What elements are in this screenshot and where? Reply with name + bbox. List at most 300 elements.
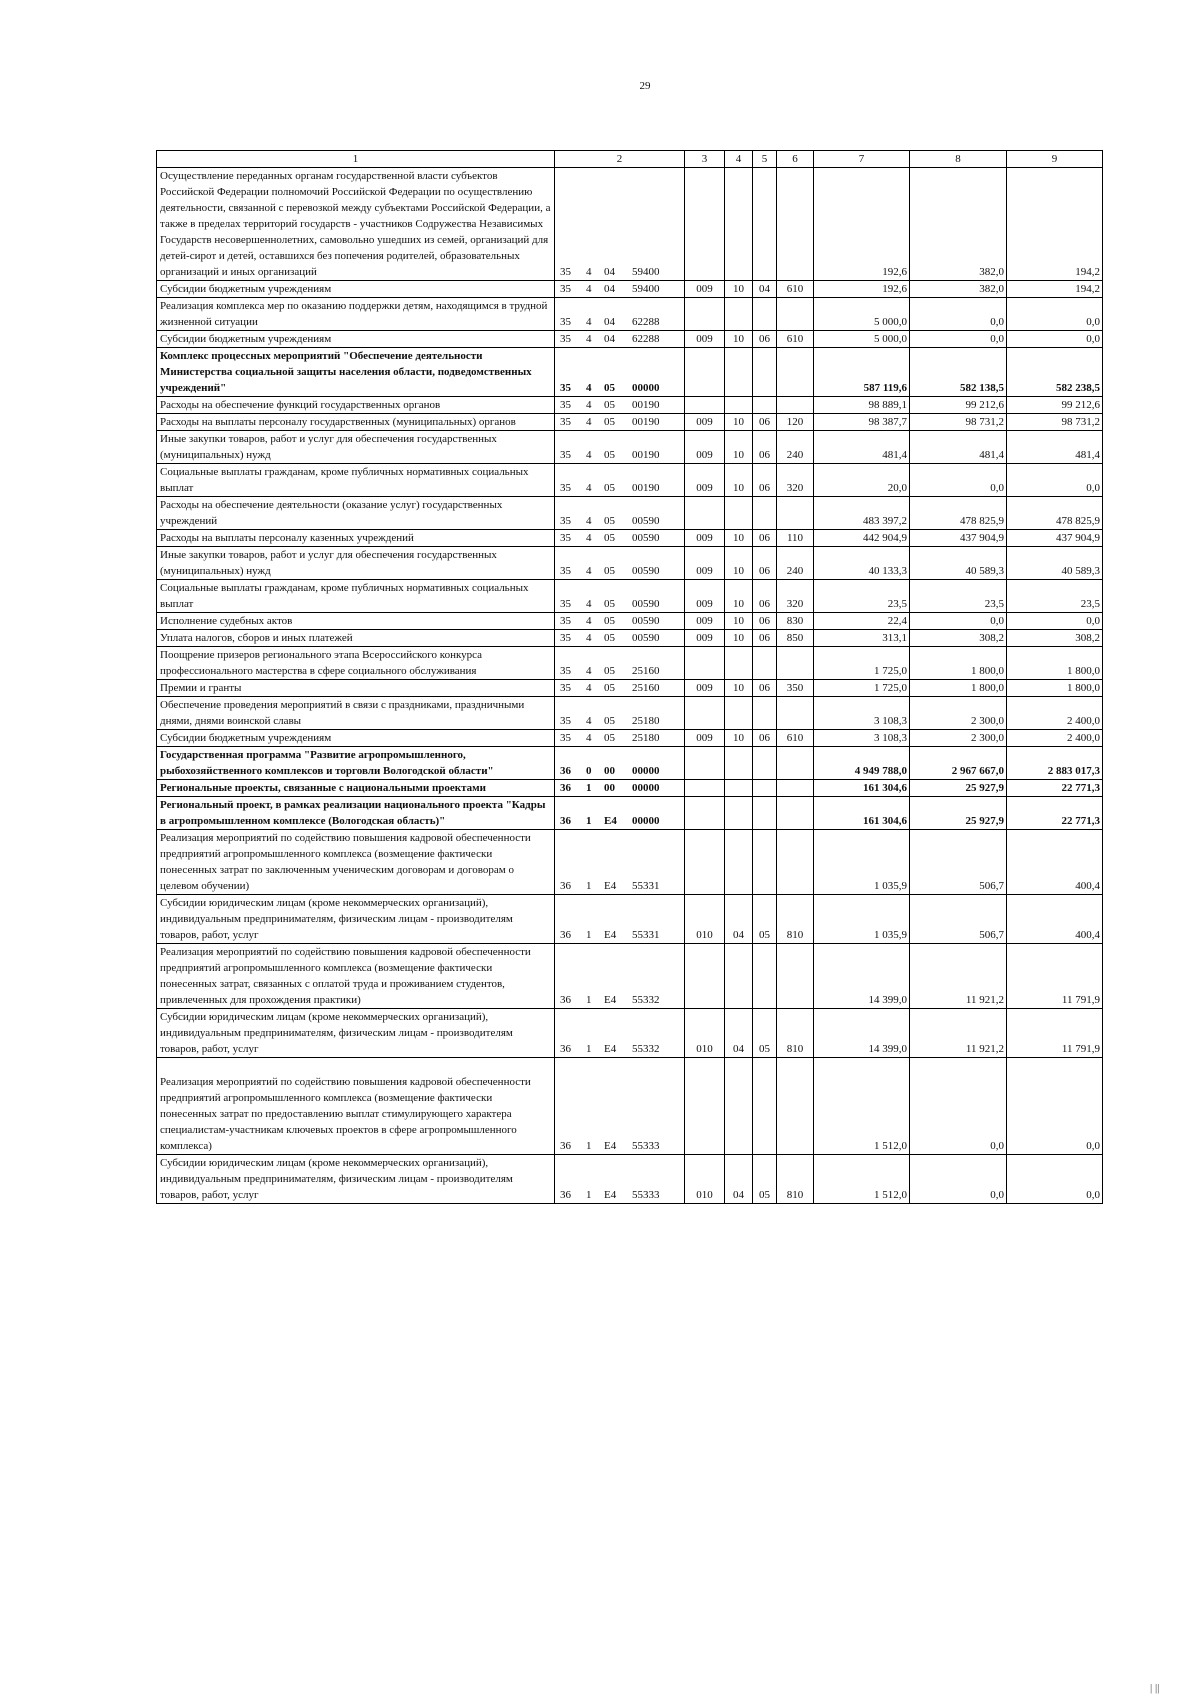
expense-type-cell xyxy=(777,780,814,797)
subsection-cell xyxy=(753,647,777,680)
code-subprogram: 0 xyxy=(586,765,592,777)
row-name: Поощрение призеров регионального этапа Всероссийского конкурса профессионального мастерства в сфере социального обслуживания xyxy=(160,649,483,677)
amount-value: 1 035,9 xyxy=(874,880,907,892)
subsection-cell xyxy=(753,730,777,747)
code-event: 05 xyxy=(604,532,615,544)
expense-type-cell xyxy=(777,697,814,730)
column-header-4: 4 xyxy=(725,151,753,168)
table-row xyxy=(157,944,1103,1009)
amount-value: 0,0 xyxy=(1086,1189,1100,1201)
expense-type-code: 610 xyxy=(786,283,804,295)
subsection-cell xyxy=(753,397,777,414)
amount-col9 xyxy=(1007,168,1103,281)
amount-col7 xyxy=(814,747,910,780)
budget-table xyxy=(156,150,1103,1204)
section-cell xyxy=(725,414,753,431)
table-row xyxy=(157,464,1103,497)
amount-col9 xyxy=(1007,747,1103,780)
grbs-code: 009 xyxy=(696,333,713,345)
table-header-row xyxy=(157,151,1103,168)
amount-value: 11 921,2 xyxy=(965,1043,1004,1055)
code-subprogram: 4 xyxy=(586,266,592,278)
grbs-code: 009 xyxy=(696,416,713,428)
code-event: 05 xyxy=(604,449,615,461)
subsection-cell xyxy=(753,680,777,697)
subsection-code: 05 xyxy=(759,929,770,941)
code-event: 04 xyxy=(604,316,615,328)
amount-value: 25 927,9 xyxy=(965,782,1004,794)
target-article-code xyxy=(555,497,685,530)
amount-col9 xyxy=(1007,895,1103,944)
amount-value: 194,2 xyxy=(1075,283,1100,295)
code-direction: 55331 xyxy=(632,929,660,941)
amount-col8 xyxy=(910,944,1007,1009)
target-article-code xyxy=(555,830,685,895)
amount-value: 0,0 xyxy=(1086,333,1100,345)
row-name-cell xyxy=(157,1058,555,1155)
amount-value: 1 035,9 xyxy=(874,929,907,941)
amount-value: 194,2 xyxy=(1075,266,1100,278)
amount-value: 20,0 xyxy=(887,482,907,494)
section-cell xyxy=(725,547,753,580)
amount-col7 xyxy=(814,797,910,830)
code-subprogram: 4 xyxy=(586,732,592,744)
amount-value: 161 304,6 xyxy=(863,782,907,794)
code-program: 35 xyxy=(560,416,571,428)
amount-value: 4 949 788,0 xyxy=(854,765,907,777)
amount-value: 3 108,3 xyxy=(874,732,907,744)
amount-col7 xyxy=(814,431,910,464)
table-row xyxy=(157,497,1103,530)
subsection-cell xyxy=(753,747,777,780)
amount-col7 xyxy=(814,944,910,1009)
code-program: 35 xyxy=(560,482,571,494)
code-program: 35 xyxy=(560,565,571,577)
code-event: 05 xyxy=(604,565,615,577)
code-direction: 25160 xyxy=(632,682,660,694)
row-name-cell xyxy=(157,895,555,944)
expense-type-code: 120 xyxy=(786,416,804,428)
amount-col8 xyxy=(910,797,1007,830)
subsection-cell xyxy=(753,895,777,944)
grbs-code: 010 xyxy=(696,929,713,941)
code-subprogram: 4 xyxy=(586,515,592,527)
amount-col9 xyxy=(1007,944,1103,1009)
row-name-cell xyxy=(157,331,555,348)
target-article-code xyxy=(555,1155,685,1204)
expense-type-code: 610 xyxy=(786,732,804,744)
expense-type-cell xyxy=(777,464,814,497)
expense-type-code: 320 xyxy=(786,482,804,494)
amount-value: 98 731,2 xyxy=(1061,416,1100,428)
target-article-code xyxy=(555,780,685,797)
grbs-code: 010 xyxy=(696,1189,713,1201)
grbs-code: 009 xyxy=(696,532,713,544)
amount-value: 2 967 667,0 xyxy=(951,765,1004,777)
table-row xyxy=(157,797,1103,830)
expense-type-cell xyxy=(777,497,814,530)
section-cell xyxy=(725,747,753,780)
amount-col7 xyxy=(814,281,910,298)
code-subprogram: 1 xyxy=(586,929,592,941)
amount-col9 xyxy=(1007,497,1103,530)
code-program: 35 xyxy=(560,515,571,527)
code-event: 05 xyxy=(604,615,615,627)
code-event: 05 xyxy=(604,682,615,694)
code-program: 35 xyxy=(560,598,571,610)
section-code: 10 xyxy=(733,532,744,544)
amount-value: 23,5 xyxy=(984,598,1004,610)
code-direction: 00190 xyxy=(632,449,660,461)
amount-value: 40 133,3 xyxy=(868,565,907,577)
amount-value: 308,2 xyxy=(1075,632,1100,644)
amount-value: 382,0 xyxy=(979,266,1004,278)
amount-value: 1 725,0 xyxy=(874,665,907,677)
expense-type-code: 850 xyxy=(786,632,804,644)
grbs-cell xyxy=(685,680,725,697)
amount-col9 xyxy=(1007,1155,1103,1204)
amount-value: 442 904,9 xyxy=(863,532,907,544)
code-event: 05 xyxy=(604,416,615,428)
grbs-cell xyxy=(685,497,725,530)
row-name: Субсидии юридическим лицам (кроме некоммерческих организаций), индивидуальным предпринимателям, физическим лицам - производителям товаров, работ, услуг xyxy=(160,1011,513,1055)
code-subprogram: 4 xyxy=(586,283,592,295)
code-direction: 00190 xyxy=(632,416,660,428)
code-direction: 55333 xyxy=(632,1189,660,1201)
code-direction: 55333 xyxy=(632,1140,660,1152)
row-name-cell xyxy=(157,1155,555,1204)
amount-col7 xyxy=(814,580,910,613)
table-row xyxy=(157,1009,1103,1058)
code-program: 35 xyxy=(560,615,571,627)
row-name-cell xyxy=(157,680,555,697)
amount-value: 400,4 xyxy=(1075,929,1100,941)
grbs-cell xyxy=(685,547,725,580)
amount-value: 14 399,0 xyxy=(868,1043,907,1055)
subsection-code: 06 xyxy=(759,482,770,494)
row-name-cell xyxy=(157,747,555,780)
expense-type-cell xyxy=(777,895,814,944)
row-name-cell xyxy=(157,613,555,630)
amount-value: 0,0 xyxy=(990,615,1004,627)
section-code: 10 xyxy=(733,732,744,744)
amount-value: 2 883 017,3 xyxy=(1047,765,1100,777)
amount-value: 0,0 xyxy=(1086,615,1100,627)
target-article-code xyxy=(555,747,685,780)
subsection-cell xyxy=(753,431,777,464)
amount-col7 xyxy=(814,497,910,530)
amount-col7 xyxy=(814,414,910,431)
amount-value: 11 791,9 xyxy=(1061,994,1100,1006)
amount-col9 xyxy=(1007,630,1103,647)
table-row xyxy=(157,547,1103,580)
row-name-cell xyxy=(157,830,555,895)
row-name: Региональный проект, в рамках реализации национального проекта "Кадры в агропромышленном комплексе (Вологодская область)" xyxy=(160,799,546,827)
table-row xyxy=(157,281,1103,298)
target-article-code xyxy=(555,680,685,697)
target-article-code xyxy=(555,414,685,431)
grbs-code: 009 xyxy=(696,482,713,494)
amount-col8 xyxy=(910,497,1007,530)
row-name: Реализация мероприятий по содействию повышения кадровой обеспеченности предприятий агропромышленного комплекса (возмещение фактически понесенных затрат по заключенным ученическим договорам и договорам о целевом обучении) xyxy=(160,832,531,892)
amount-col8 xyxy=(910,431,1007,464)
amount-col8 xyxy=(910,1155,1007,1204)
expense-type-cell xyxy=(777,747,814,780)
expense-type-cell xyxy=(777,680,814,697)
grbs-code: 009 xyxy=(696,682,713,694)
code-program: 35 xyxy=(560,266,571,278)
amount-value: 2 400,0 xyxy=(1067,732,1100,744)
code-event: 05 xyxy=(604,665,615,677)
code-event: Е4 xyxy=(604,994,617,1006)
grbs-code: 009 xyxy=(696,615,713,627)
amount-col8 xyxy=(910,281,1007,298)
amount-col9 xyxy=(1007,431,1103,464)
expense-type-cell xyxy=(777,281,814,298)
amount-value: 582 238,5 xyxy=(1056,382,1100,394)
code-direction: 00590 xyxy=(632,565,660,577)
amount-col8 xyxy=(910,414,1007,431)
code-program: 36 xyxy=(560,1140,571,1152)
amount-col8 xyxy=(910,397,1007,414)
amount-value: 23,5 xyxy=(1080,598,1100,610)
grbs-cell xyxy=(685,397,725,414)
code-program: 35 xyxy=(560,532,571,544)
amount-col7 xyxy=(814,680,910,697)
section-cell xyxy=(725,1009,753,1058)
grbs-cell xyxy=(685,580,725,613)
amount-col7 xyxy=(814,547,910,580)
section-cell xyxy=(725,580,753,613)
section-code: 10 xyxy=(733,333,744,345)
row-name-cell xyxy=(157,431,555,464)
code-subprogram: 4 xyxy=(586,449,592,461)
amount-col8 xyxy=(910,168,1007,281)
code-direction: 55332 xyxy=(632,1043,660,1055)
section-code: 10 xyxy=(733,598,744,610)
amount-col9 xyxy=(1007,697,1103,730)
row-name: Реализация мероприятий по содействию повышения кадровой обеспеченности предприятий агропромышленного комплекса (возмещение фактически понесенных затрат, связанных с оплатой труда и проживанием студентов, привлеченных для прохождения практики) xyxy=(160,946,531,1006)
amount-value: 5 000,0 xyxy=(874,333,907,345)
row-name-cell xyxy=(157,530,555,547)
amount-value: 98 731,2 xyxy=(965,416,1004,428)
amount-value: 582 138,5 xyxy=(960,382,1004,394)
expense-type-code: 110 xyxy=(786,532,804,544)
row-name-cell xyxy=(157,348,555,397)
amount-value: 506,7 xyxy=(979,880,1004,892)
code-program: 35 xyxy=(560,399,571,411)
expense-type-code: 240 xyxy=(786,565,804,577)
amount-col9 xyxy=(1007,780,1103,797)
column-header-1: 1 xyxy=(157,151,555,168)
code-direction: 25180 xyxy=(632,715,660,727)
column-header-9: 9 xyxy=(1007,151,1103,168)
target-article-code xyxy=(555,895,685,944)
grbs-code: 009 xyxy=(696,565,713,577)
amount-col8 xyxy=(910,680,1007,697)
amount-col9 xyxy=(1007,680,1103,697)
code-subprogram: 4 xyxy=(586,598,592,610)
code-direction: 00590 xyxy=(632,632,660,644)
amount-col9 xyxy=(1007,547,1103,580)
section-code: 04 xyxy=(733,929,744,941)
amount-col8 xyxy=(910,830,1007,895)
table-row xyxy=(157,431,1103,464)
expense-type-cell xyxy=(777,647,814,680)
table-row xyxy=(157,647,1103,680)
row-name: Исполнение судебных актов xyxy=(160,615,293,627)
row-name: Субсидии бюджетным учреждениям xyxy=(160,283,332,295)
section-cell xyxy=(725,680,753,697)
row-name: Субсидии бюджетным учреждениям xyxy=(160,732,332,744)
amount-value: 11 791,9 xyxy=(1061,1043,1100,1055)
amount-value: 587 119,6 xyxy=(863,382,907,394)
grbs-cell xyxy=(685,1009,725,1058)
row-name-cell xyxy=(157,414,555,431)
amount-value: 0,0 xyxy=(990,1140,1004,1152)
amount-col9 xyxy=(1007,580,1103,613)
target-article-code xyxy=(555,647,685,680)
subsection-cell xyxy=(753,464,777,497)
target-article-code xyxy=(555,613,685,630)
amount-value: 0,0 xyxy=(990,482,1004,494)
code-direction: 55332 xyxy=(632,994,660,1006)
amount-value: 0,0 xyxy=(990,333,1004,345)
table-row xyxy=(157,895,1103,944)
row-name: Социальные выплаты гражданам, кроме публичных нормативных социальных выплат xyxy=(160,582,529,610)
grbs-cell xyxy=(685,530,725,547)
column-header-8: 8 xyxy=(910,151,1007,168)
code-direction: 00000 xyxy=(632,765,660,777)
scan-corner-mark: | || xyxy=(1150,1682,1160,1694)
code-program: 36 xyxy=(560,1043,571,1055)
row-name: Расходы на обеспечение деятельности (оказание услуг) государственных учреждений xyxy=(160,499,503,527)
column-header-6: 6 xyxy=(777,151,814,168)
amount-value: 3 108,3 xyxy=(874,715,907,727)
code-direction: 00000 xyxy=(632,382,660,394)
amount-value: 0,0 xyxy=(990,1189,1004,1201)
subsection-code: 06 xyxy=(759,449,770,461)
target-article-code xyxy=(555,1009,685,1058)
table-row xyxy=(157,397,1103,414)
section-cell xyxy=(725,497,753,530)
section-cell xyxy=(725,331,753,348)
grbs-cell xyxy=(685,730,725,747)
code-subprogram: 4 xyxy=(586,615,592,627)
amount-value: 478 825,9 xyxy=(1056,515,1100,527)
code-direction: 00590 xyxy=(632,598,660,610)
code-program: 35 xyxy=(560,632,571,644)
code-event: 05 xyxy=(604,399,615,411)
row-name: Субсидии юридическим лицам (кроме некоммерческих организаций), индивидуальным предпринимателям, физическим лицам - производителям товаров, работ, услуг xyxy=(160,1157,513,1201)
code-direction: 59400 xyxy=(632,283,660,295)
expense-type-code: 610 xyxy=(786,333,804,345)
code-subprogram: 1 xyxy=(586,815,592,827)
subsection-cell xyxy=(753,298,777,331)
amount-value: 481,4 xyxy=(1075,449,1100,461)
subsection-code: 06 xyxy=(759,682,770,694)
code-program: 35 xyxy=(560,316,571,328)
grbs-code: 009 xyxy=(696,283,713,295)
subsection-cell xyxy=(753,547,777,580)
code-event: 05 xyxy=(604,515,615,527)
amount-col7 xyxy=(814,647,910,680)
code-program: 35 xyxy=(560,382,571,394)
amount-value: 1 512,0 xyxy=(874,1189,907,1201)
code-program: 36 xyxy=(560,929,571,941)
expense-type-cell xyxy=(777,414,814,431)
row-name-cell xyxy=(157,944,555,1009)
expense-type-code: 240 xyxy=(786,449,804,461)
row-name-cell xyxy=(157,281,555,298)
column-header-7: 7 xyxy=(814,151,910,168)
section-code: 10 xyxy=(733,416,744,428)
grbs-cell xyxy=(685,747,725,780)
amount-value: 1 800,0 xyxy=(1067,665,1100,677)
expense-type-cell xyxy=(777,331,814,348)
amount-value: 23,5 xyxy=(887,598,907,610)
code-subprogram: 4 xyxy=(586,382,592,394)
target-article-code xyxy=(555,168,685,281)
amount-col7 xyxy=(814,613,910,630)
code-subprogram: 4 xyxy=(586,316,592,328)
table-row xyxy=(157,580,1103,613)
section-cell xyxy=(725,1058,753,1155)
amount-value: 22 771,3 xyxy=(1061,782,1100,794)
amount-col7 xyxy=(814,830,910,895)
grbs-cell xyxy=(685,697,725,730)
code-event: 04 xyxy=(604,266,615,278)
code-direction: 25180 xyxy=(632,732,660,744)
target-article-code xyxy=(555,797,685,830)
blank-spacer xyxy=(160,1058,551,1074)
amount-col7 xyxy=(814,1058,910,1155)
amount-value: 161 304,6 xyxy=(863,815,907,827)
amount-col7 xyxy=(814,730,910,747)
amount-col7 xyxy=(814,1009,910,1058)
target-article-code xyxy=(555,547,685,580)
amount-col7 xyxy=(814,895,910,944)
row-name-cell xyxy=(157,1009,555,1058)
code-event: 05 xyxy=(604,715,615,727)
section-cell xyxy=(725,168,753,281)
expense-type-cell xyxy=(777,944,814,1009)
table-row xyxy=(157,331,1103,348)
code-direction: 55331 xyxy=(632,880,660,892)
subsection-cell xyxy=(753,580,777,613)
column-header-2: 2 xyxy=(555,151,685,168)
expense-type-cell xyxy=(777,580,814,613)
row-name-cell xyxy=(157,580,555,613)
amount-value: 1 512,0 xyxy=(874,1140,907,1152)
code-program: 35 xyxy=(560,449,571,461)
section-cell xyxy=(725,298,753,331)
row-name: Государственная программа "Развитие агропромышленного, рыбохозяйственного комплексов и торговли Вологодской области" xyxy=(160,749,494,777)
amount-col7 xyxy=(814,464,910,497)
code-subprogram: 1 xyxy=(586,1189,592,1201)
row-name: Осуществление переданных органам государственной власти субъектов Российской Федерации полномочий Российской Федерации по осуществлению деятельности, связанной с перевозкой между субъектами Российской Федерации, а также в пределах территорий государств - участников Содружества Независимых Государств несовершеннолетних, самовольно ушедших из семей, организаций для детей-сирот и детей, оставшихся без попечения родителей, образовательных организаций и иных организаций xyxy=(160,170,551,278)
subsection-code: 04 xyxy=(759,283,770,295)
grbs-cell xyxy=(685,168,725,281)
subsection-cell xyxy=(753,1009,777,1058)
amount-col9 xyxy=(1007,797,1103,830)
section-cell xyxy=(725,348,753,397)
row-name: Иные закупки товаров, работ и услуг для обеспечения государственных (муниципальных) нужд xyxy=(160,433,497,461)
amount-col8 xyxy=(910,298,1007,331)
subsection-code: 06 xyxy=(759,416,770,428)
target-article-code xyxy=(555,580,685,613)
target-article-code xyxy=(555,1058,685,1155)
